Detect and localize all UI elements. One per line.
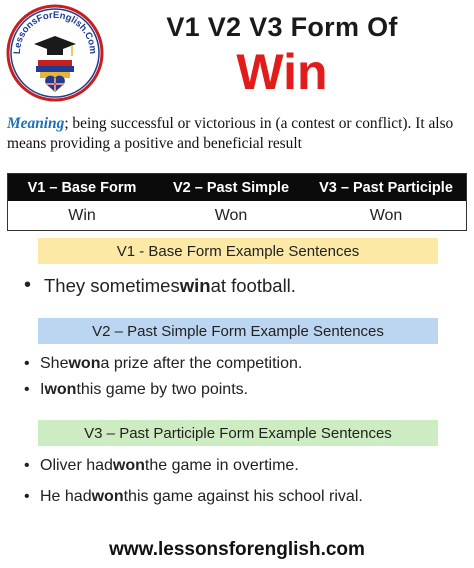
table-cell-v3: Won <box>369 206 403 224</box>
verb-highlight: won <box>44 381 77 398</box>
verb-highlight: won <box>68 355 101 372</box>
verb-highlight: won <box>91 488 124 505</box>
list-item: • They sometimes win at football. <box>24 274 296 296</box>
list-item: • I won this game by two points. <box>24 381 249 398</box>
bullet-icon: • <box>24 274 32 296</box>
verb-highlight: won <box>112 457 145 474</box>
site-logo <box>6 4 104 102</box>
section-banner-v2: V2 – Past Simple Form Example Sentences <box>38 318 438 344</box>
bullet-icon: • <box>24 381 30 398</box>
verb-highlight: win <box>179 274 211 296</box>
svg-text:LessonsForEnglish.Com: LessonsForEnglish.Com <box>11 9 99 55</box>
table-cell-v1: Win <box>68 206 96 224</box>
meaning-definition: ; being successful or victorious in (a contest or conflict). It also means providing a positive and beneficial result <box>7 115 454 152</box>
table-header-v2: V2 – Past Simple <box>172 179 290 196</box>
bullet-icon: • <box>24 355 30 372</box>
table-cell-v2: Won <box>214 206 248 224</box>
table-row <box>8 201 466 230</box>
bullet-icon: • <box>24 488 30 505</box>
table-header-row <box>8 174 466 201</box>
page-title: V1 V2 V3 Form Of <box>166 12 398 42</box>
section-banner-v1: V1 - Base Form Example Sentences <box>38 238 438 264</box>
table-header-v1: V1 – Base Form <box>27 179 137 196</box>
meaning-label: Meaning <box>7 115 65 132</box>
list-item: • She won a prize after the competition. <box>24 355 303 372</box>
verb-title: Win <box>236 44 328 100</box>
footer-url[interactable]: www.lessonsforenglish.com <box>109 539 365 560</box>
list-item: • He had won this game against his school rival. <box>24 488 363 505</box>
list-item: • Oliver had won the game in overtime. <box>24 457 299 474</box>
logo-badge-icon <box>6 4 104 102</box>
bullet-icon: • <box>24 457 30 474</box>
verb-forms-table <box>7 173 467 231</box>
table-header-v3: V3 – Past Participle <box>319 179 453 196</box>
section-banner-v3: V3 – Past Participle Form Example Sentences <box>38 420 438 446</box>
meaning-text <box>7 114 469 154</box>
